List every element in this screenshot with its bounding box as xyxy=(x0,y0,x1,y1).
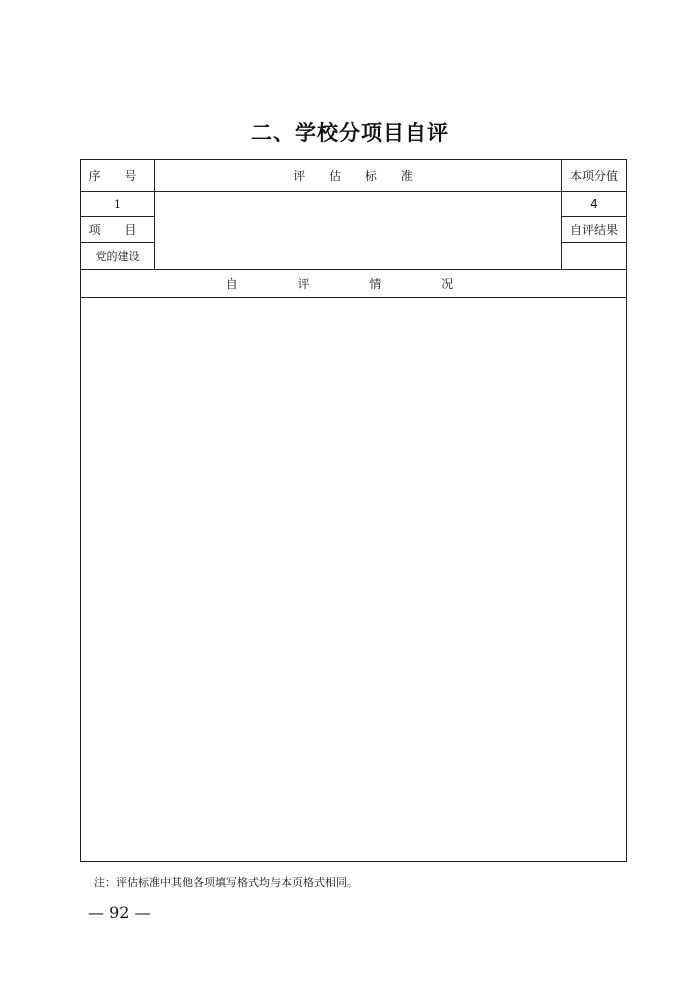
self-eval-content[interactable] xyxy=(81,298,626,861)
page-title: 二、学校分项目自评 xyxy=(251,121,449,145)
self-eval-header: 自 评 情 况 xyxy=(225,277,482,291)
score-value: 4 xyxy=(590,197,598,211)
seq-value: 1 xyxy=(114,197,121,211)
item-value: 党的建设 xyxy=(95,250,140,263)
self-result-label: 自评结果 xyxy=(569,223,618,237)
header-score: 本项分值 xyxy=(569,169,618,183)
item-label: 项 目 xyxy=(88,223,147,237)
criteria-content[interactable] xyxy=(155,192,561,269)
self-result-value[interactable] xyxy=(562,243,626,269)
header-seq: 序 号 xyxy=(88,169,147,183)
header-criteria: 评 估 标 准 xyxy=(293,169,423,183)
footnote: 注：评估标准中其他各项填写格式均与本页格式相同。 xyxy=(94,876,358,889)
page-number: — 92 — xyxy=(88,903,151,922)
self-evaluation-form xyxy=(80,159,627,862)
